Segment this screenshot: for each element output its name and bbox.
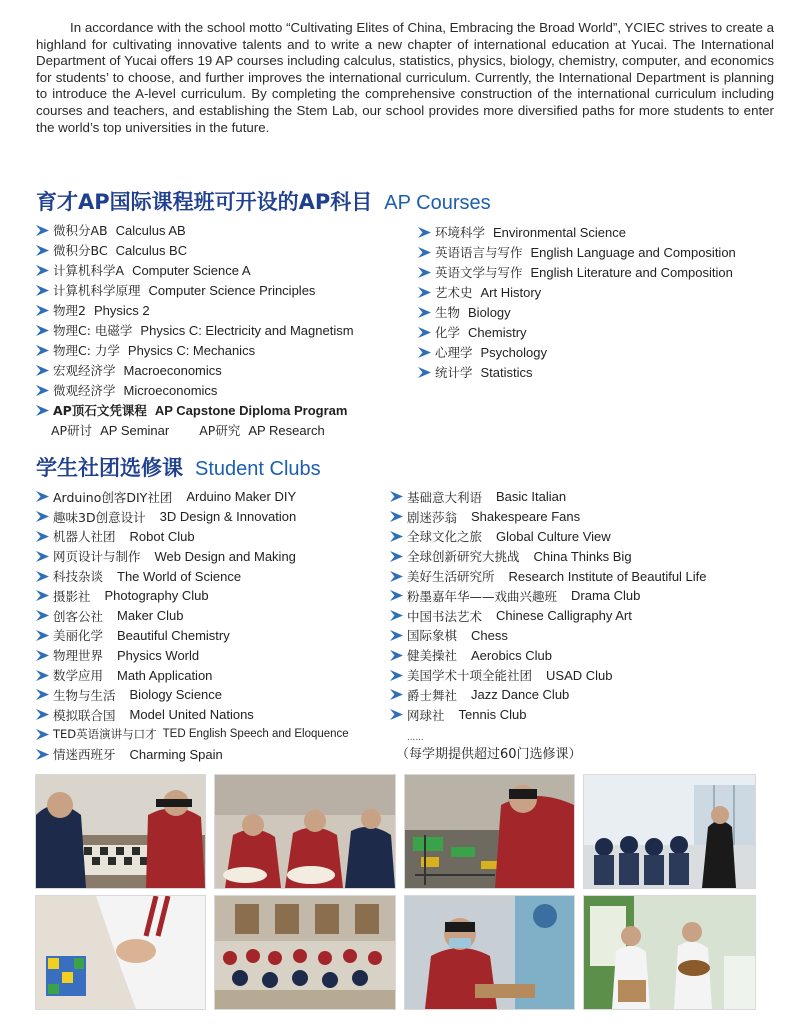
ap-capstone-item: AP顶石文凭课程 AP Capstone Diploma Program	[36, 400, 354, 420]
club-item: 网页设计与制作 Web Design and Making	[36, 546, 349, 566]
arrow-icon	[418, 347, 431, 358]
club-item: 科技杂谈 The World of Science	[36, 566, 349, 586]
arrow-icon	[418, 367, 431, 378]
club-item: 趣味3D创意设计 3D Design & Innovation	[36, 507, 349, 527]
clubs-left-list	[36, 487, 349, 764]
arrow-icon	[390, 590, 403, 601]
club-item: 全球创新研究大挑战 China Thinks Big	[390, 546, 707, 566]
photo-rubiks-cube	[35, 895, 206, 1010]
club-item: 粉墨嘉年华——戏曲兴趣班 Drama Club	[390, 586, 707, 606]
photo-lab-class	[583, 774, 756, 889]
ap-research-zh: AP研究	[199, 423, 241, 438]
arrow-icon	[36, 491, 49, 502]
ap-course-item: 物理2 Physics 2	[36, 300, 354, 320]
club-item: 基础意大利语 Basic Italian	[390, 487, 707, 507]
ap-course-item: 英语语言与写作 English Language and Composition	[418, 242, 736, 262]
clubs-right-list	[390, 487, 707, 762]
ap-course-item: 生物 Biology	[418, 302, 736, 322]
club-item: 机器人社团 Robot Club	[36, 527, 349, 547]
ap-course-item: 微积分BC Calculus BC	[36, 240, 354, 260]
ap-title-zh: 育才AP国际课程班可开设的AP科目	[36, 190, 373, 214]
ap-course-item: 计算机科学原理 Computer Science Principles	[36, 280, 354, 300]
arrow-icon	[36, 729, 49, 740]
arrow-icon	[36, 650, 49, 661]
arrow-icon	[36, 749, 49, 760]
ap-seminar-zh: AP研讨	[51, 423, 93, 438]
club-item: TED英语演讲与口才 TED English Speech and Eloquence	[36, 725, 349, 745]
ap-course-item: 微积分AB Calculus AB	[36, 220, 354, 240]
arrow-icon	[36, 511, 49, 522]
ap-research-en: AP Research	[248, 422, 325, 438]
arrow-icon	[390, 511, 403, 522]
arrow-icon	[390, 689, 403, 700]
ap-course-item: 物理C: 力学 Physics C: Mechanics	[36, 340, 354, 360]
arrow-icon	[418, 287, 431, 298]
ap-capstone-subcourses	[36, 420, 354, 440]
student-clubs-heading	[36, 452, 321, 482]
arrow-icon	[36, 590, 49, 601]
club-item: 美国学术十项全能社团 USAD Club	[390, 665, 707, 685]
club-item: 情迷西班牙 Charming Spain	[36, 744, 349, 764]
ap-courses-left-list	[36, 220, 354, 440]
arrow-icon	[390, 531, 403, 542]
arrow-icon	[36, 385, 49, 396]
ap-course-item: 统计学 Statistics	[418, 362, 736, 382]
club-item: 剧迷莎翁 Shakespeare Fans	[390, 507, 707, 527]
club-item: 国际象棋 Chess	[390, 626, 707, 646]
arrow-icon	[36, 689, 49, 700]
intro-paragraph: In accordance with the school motto “Cultivating Elites of China, Embracing the Broad World”, YCIEC strives to create a highland for cultivating innovative talents and to write a new chapter of international education at Yucai. The International Department of Yucai offers 19 AP courses including calculus, statistics, physics, biology, chemistry, computer, and economics for students’ to choose, and further improves the international curriculum. Currently, the International Department is planning to introduce the A-level curriculum. By completing the comprehensive construction of the international curriculum including courses and teachers, and establishing the Stem Lab, our school provides more diversified paths for more students to enter the world’s top universities in the future.	[36, 20, 774, 135]
photo-robotics	[404, 774, 575, 889]
arrow-icon	[390, 709, 403, 720]
clubs-ellipsis: ......	[407, 731, 424, 743]
club-item: 物理世界 Physics World	[36, 645, 349, 665]
ap-course-item: 艺术史 Art History	[418, 282, 736, 302]
photo-music-performance	[583, 895, 756, 1010]
arrow-icon	[36, 365, 49, 376]
arrow-icon	[36, 325, 49, 336]
arrow-icon	[36, 531, 49, 542]
photo-woodwork	[404, 895, 575, 1010]
arrow-icon	[390, 610, 403, 621]
arrow-icon	[36, 345, 49, 356]
ap-courses-right-list	[418, 222, 736, 382]
club-item: 模拟联合国 Model United Nations	[36, 705, 349, 725]
club-item: Arduino创客DIY社团 Arduino Maker DIY	[36, 487, 349, 507]
ap-seminar-en: AP Seminar	[100, 422, 170, 438]
arrow-icon	[390, 571, 403, 582]
ap-course-item: 化学 Chemistry	[418, 322, 736, 342]
ap-course-item: 物理C: 电磁学 Physics C: Electricity and Magnetism	[36, 320, 354, 340]
arrow-icon	[36, 405, 49, 416]
arrow-icon	[36, 551, 49, 562]
arrow-icon	[390, 670, 403, 681]
club-item: 生物与生活 Biology Science	[36, 685, 349, 705]
arrow-icon	[36, 285, 49, 296]
club-item: 美好生活研究所 Research Institute of Beautiful Life	[390, 566, 707, 586]
arrow-icon	[418, 307, 431, 318]
club-item: 数学应用 Math Application	[36, 665, 349, 685]
photo-classroom-hats	[214, 774, 396, 889]
clubs-note: （每学期提供超过60门选修课）	[396, 746, 582, 762]
ap-course-item: 宏观经济学 Macroeconomics	[36, 360, 354, 380]
club-item: 爵士舞社 Jazz Dance Club	[390, 685, 707, 705]
arrow-icon	[390, 491, 403, 502]
ap-course-item: 英语文学与写作 English Literature and Composition	[418, 262, 736, 282]
ap-course-item: 心理学 Psychology	[418, 342, 736, 362]
club-item: 摄影社 Photography Club	[36, 586, 349, 606]
arrow-icon	[390, 551, 403, 562]
photo-lecture-hall	[214, 895, 396, 1010]
ap-courses-heading	[36, 186, 491, 216]
club-item: 全球文化之旅 Global Culture View	[390, 527, 707, 547]
club-item: 美丽化学 Beautiful Chemistry	[36, 626, 349, 646]
clubs-title-zh: 学生社团选修课	[36, 456, 183, 480]
arrow-icon	[36, 571, 49, 582]
ap-title-en: AP Courses	[384, 192, 491, 214]
ap-course-item: 计算机科学A Computer Science A	[36, 260, 354, 280]
arrow-icon	[36, 610, 49, 621]
arrow-icon	[36, 245, 49, 256]
arrow-icon	[390, 630, 403, 641]
arrow-icon	[418, 267, 431, 278]
arrow-icon	[36, 265, 49, 276]
club-item: 创客公社 Maker Club	[36, 606, 349, 626]
club-item: 中国书法艺术 Chinese Calligraphy Art	[390, 606, 707, 626]
club-item: 网球社 Tennis Club	[390, 705, 707, 725]
arrow-icon	[36, 709, 49, 720]
arrow-icon	[36, 305, 49, 316]
arrow-icon	[36, 670, 49, 681]
arrow-icon	[418, 227, 431, 238]
arrow-icon	[36, 225, 49, 236]
club-item: 健美操社 Aerobics Club	[390, 645, 707, 665]
clubs-title-en: Student Clubs	[195, 458, 321, 480]
photo-chess	[35, 774, 206, 889]
arrow-icon	[418, 327, 431, 338]
ap-course-item: 微观经济学 Microeconomics	[36, 380, 354, 400]
arrow-icon	[390, 650, 403, 661]
ap-course-item: 环境科学 Environmental Science	[418, 222, 736, 242]
arrow-icon	[36, 630, 49, 641]
arrow-icon	[418, 247, 431, 258]
